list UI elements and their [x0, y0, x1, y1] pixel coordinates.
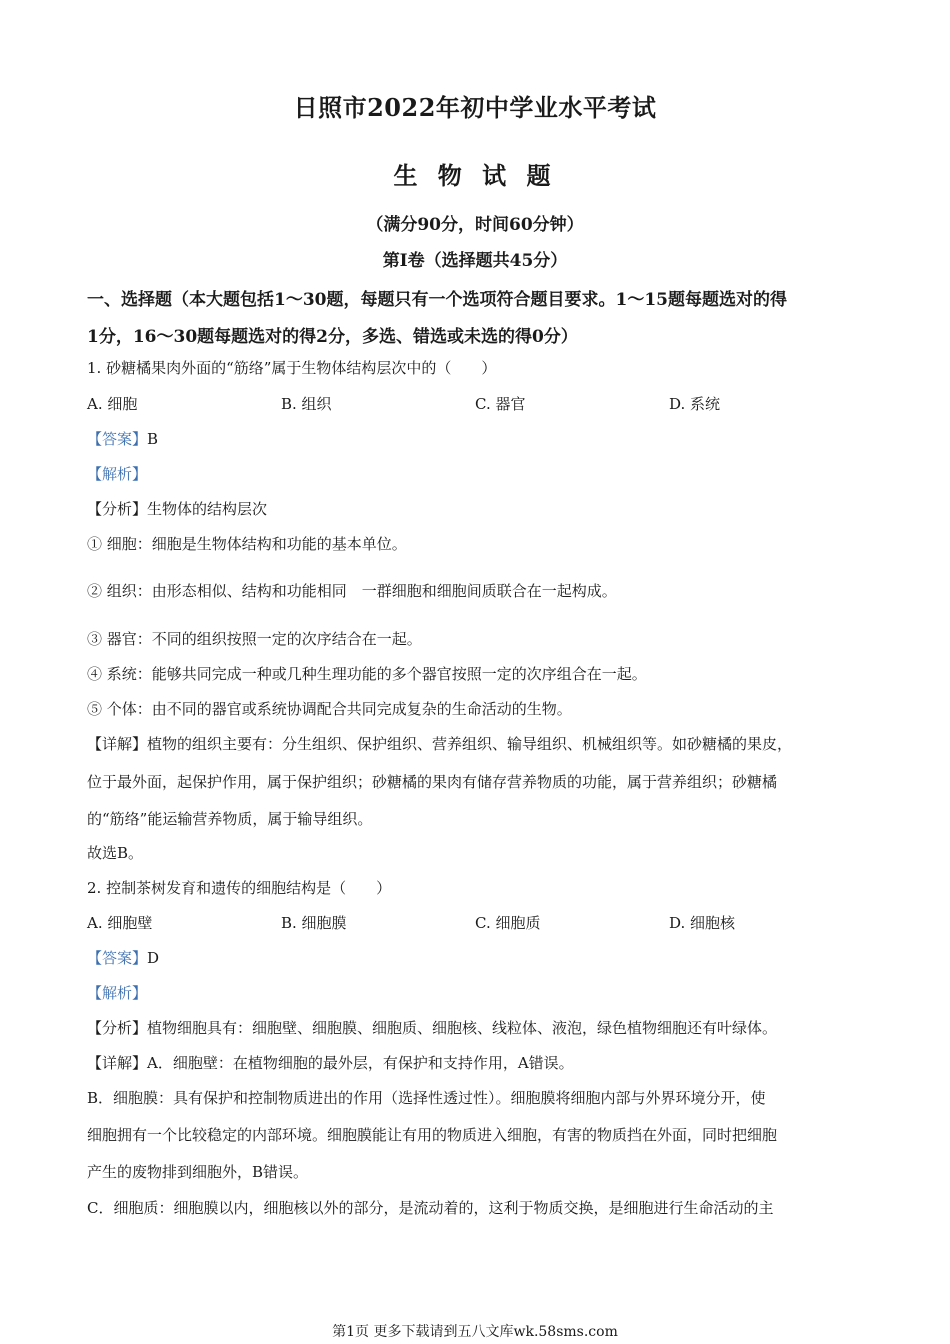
q1-answer [87, 428, 877, 450]
q2-stem: 2. 控制茶树发育和遗传的细胞结构是（ ） [87, 879, 392, 897]
q2-option-a: A. 细胞壁 [87, 914, 153, 932]
q1-detail-line-1 [87, 733, 877, 755]
q1-point-5: ⑤ 个体：由不同的器官或系统协调配合共同完成复杂的生命活动的生物。 [87, 700, 572, 718]
exam-meta: （满分90分，时间60分钟） [366, 215, 584, 235]
q2-option-c: C. 细胞质 [475, 914, 541, 932]
q2-detail-a [87, 1052, 877, 1074]
q2-detail-a-text: A．细胞壁：在植物细胞的最外层，有保护和支持作用，A错误。 [147, 1054, 574, 1072]
q2-fenxi [87, 1017, 877, 1039]
section-heading [87, 282, 877, 356]
q1-analysis-tag: 【解析】 [87, 465, 148, 483]
page-footer: 第1页 更多下载请到五八文库wk.58sms.com [332, 1324, 618, 1340]
q1-detail-tag: 【详解】 [87, 735, 148, 753]
q1-fenxi-tag: 【分析】 [87, 500, 148, 518]
q2-option-d: D. 细胞核 [669, 914, 736, 932]
q1-point-4: ④ 系统：能够共同完成一种或几种生理功能的多个器官按照一定的次序组合在一起。 [87, 665, 647, 683]
q1-detail-line-3: 的“筋络”能运输营养物质，属于输导组织。 [87, 810, 373, 828]
q2-analysis-tag: 【解析】 [87, 984, 148, 1002]
q2-b-line-1: B．细胞膜：具有保护和控制物质进出的作用（选择性透过性）。细胞膜将细胞内部与外界环境分开，使 [87, 1089, 766, 1107]
q1-option-a: A. 细胞 [87, 395, 138, 413]
q1-point-1: ① 细胞：细胞是生物体结构和功能的基本单位。 [87, 535, 407, 553]
q1-option-d: D. 系统 [669, 395, 721, 413]
q2-option-b: B. 细胞膜 [281, 914, 347, 932]
q2-c-line-1: C．细胞质：细胞膜以内，细胞核以外的部分，是流动着的，这利于物质交换，是细胞进行生命活动的主 [87, 1199, 774, 1217]
volume-title: 第Ⅰ卷（选择题共45分） [382, 251, 568, 271]
q1-fenxi-text: 生物体的结构层次 [147, 500, 268, 518]
section-line-2: 1分，16～30题每题选对的得2分，多选、错选或未选的得0分） [87, 327, 578, 347]
q1-stem: 1. 砂糖橘果肉外面的“筋络”属于生物体结构层次中的（ ） [87, 359, 497, 377]
q1-detail-line-2: 位于最外面，起保护作用，属于保护组织；砂糖橘的果肉有储存营养物质的功能，属于营养组织；砂糖橘 [87, 773, 778, 791]
q2-answer-tag: 【答案】 [87, 949, 148, 967]
q1-point-2: ② 组织：由形态相似、结构和功能相同 一群细胞和细胞间质联合在一起构成。 [87, 582, 617, 600]
q1-conclusion: 故选B。 [87, 844, 144, 862]
q1-point-3: ③ 器官：不同的组织按照一定的次序结合在一起。 [87, 630, 422, 648]
q2-fenxi-text: 植物细胞具有：细胞壁、细胞膜、细胞质、细胞核、线粒体、液泡，绿色植物细胞还有叶绿体。 [147, 1019, 778, 1037]
q1-option-b: B. 组织 [281, 395, 332, 413]
q1-answer-tag: 【答案】 [87, 430, 148, 448]
q1-option-c: C. 器官 [475, 395, 526, 413]
subject-title: 生 物 试 题 [393, 161, 557, 190]
section-line-1: 一、选择题（本大题包括1～30题，每题只有一个选项符合题目要求。1～15题每题选对的得 [87, 290, 787, 310]
q2-fenxi-tag: 【分析】 [87, 1019, 148, 1037]
q2-b-line-3: 产生的废物排到细胞外，B错误。 [87, 1163, 309, 1181]
q1-answer-value: B [147, 430, 159, 448]
q2-b-line-2: 细胞拥有一个比较稳定的内部环境。细胞膜能让有用的物质进入细胞，有害的物质挡在外面，同时把细胞 [87, 1126, 778, 1144]
exam-title: 日照市2022年初中学业水平考试 [293, 93, 657, 122]
q1-fenxi [87, 498, 877, 520]
q2-answer-value: D [147, 949, 160, 967]
q1-detail-text-1: 植物的组织主要有：分生组织、保护组织、营养组织、输导组织、机械组织等。如砂糖橘的果皮， [147, 735, 793, 753]
q2-answer [87, 947, 877, 969]
q2-detail-tag: 【详解】 [87, 1054, 148, 1072]
